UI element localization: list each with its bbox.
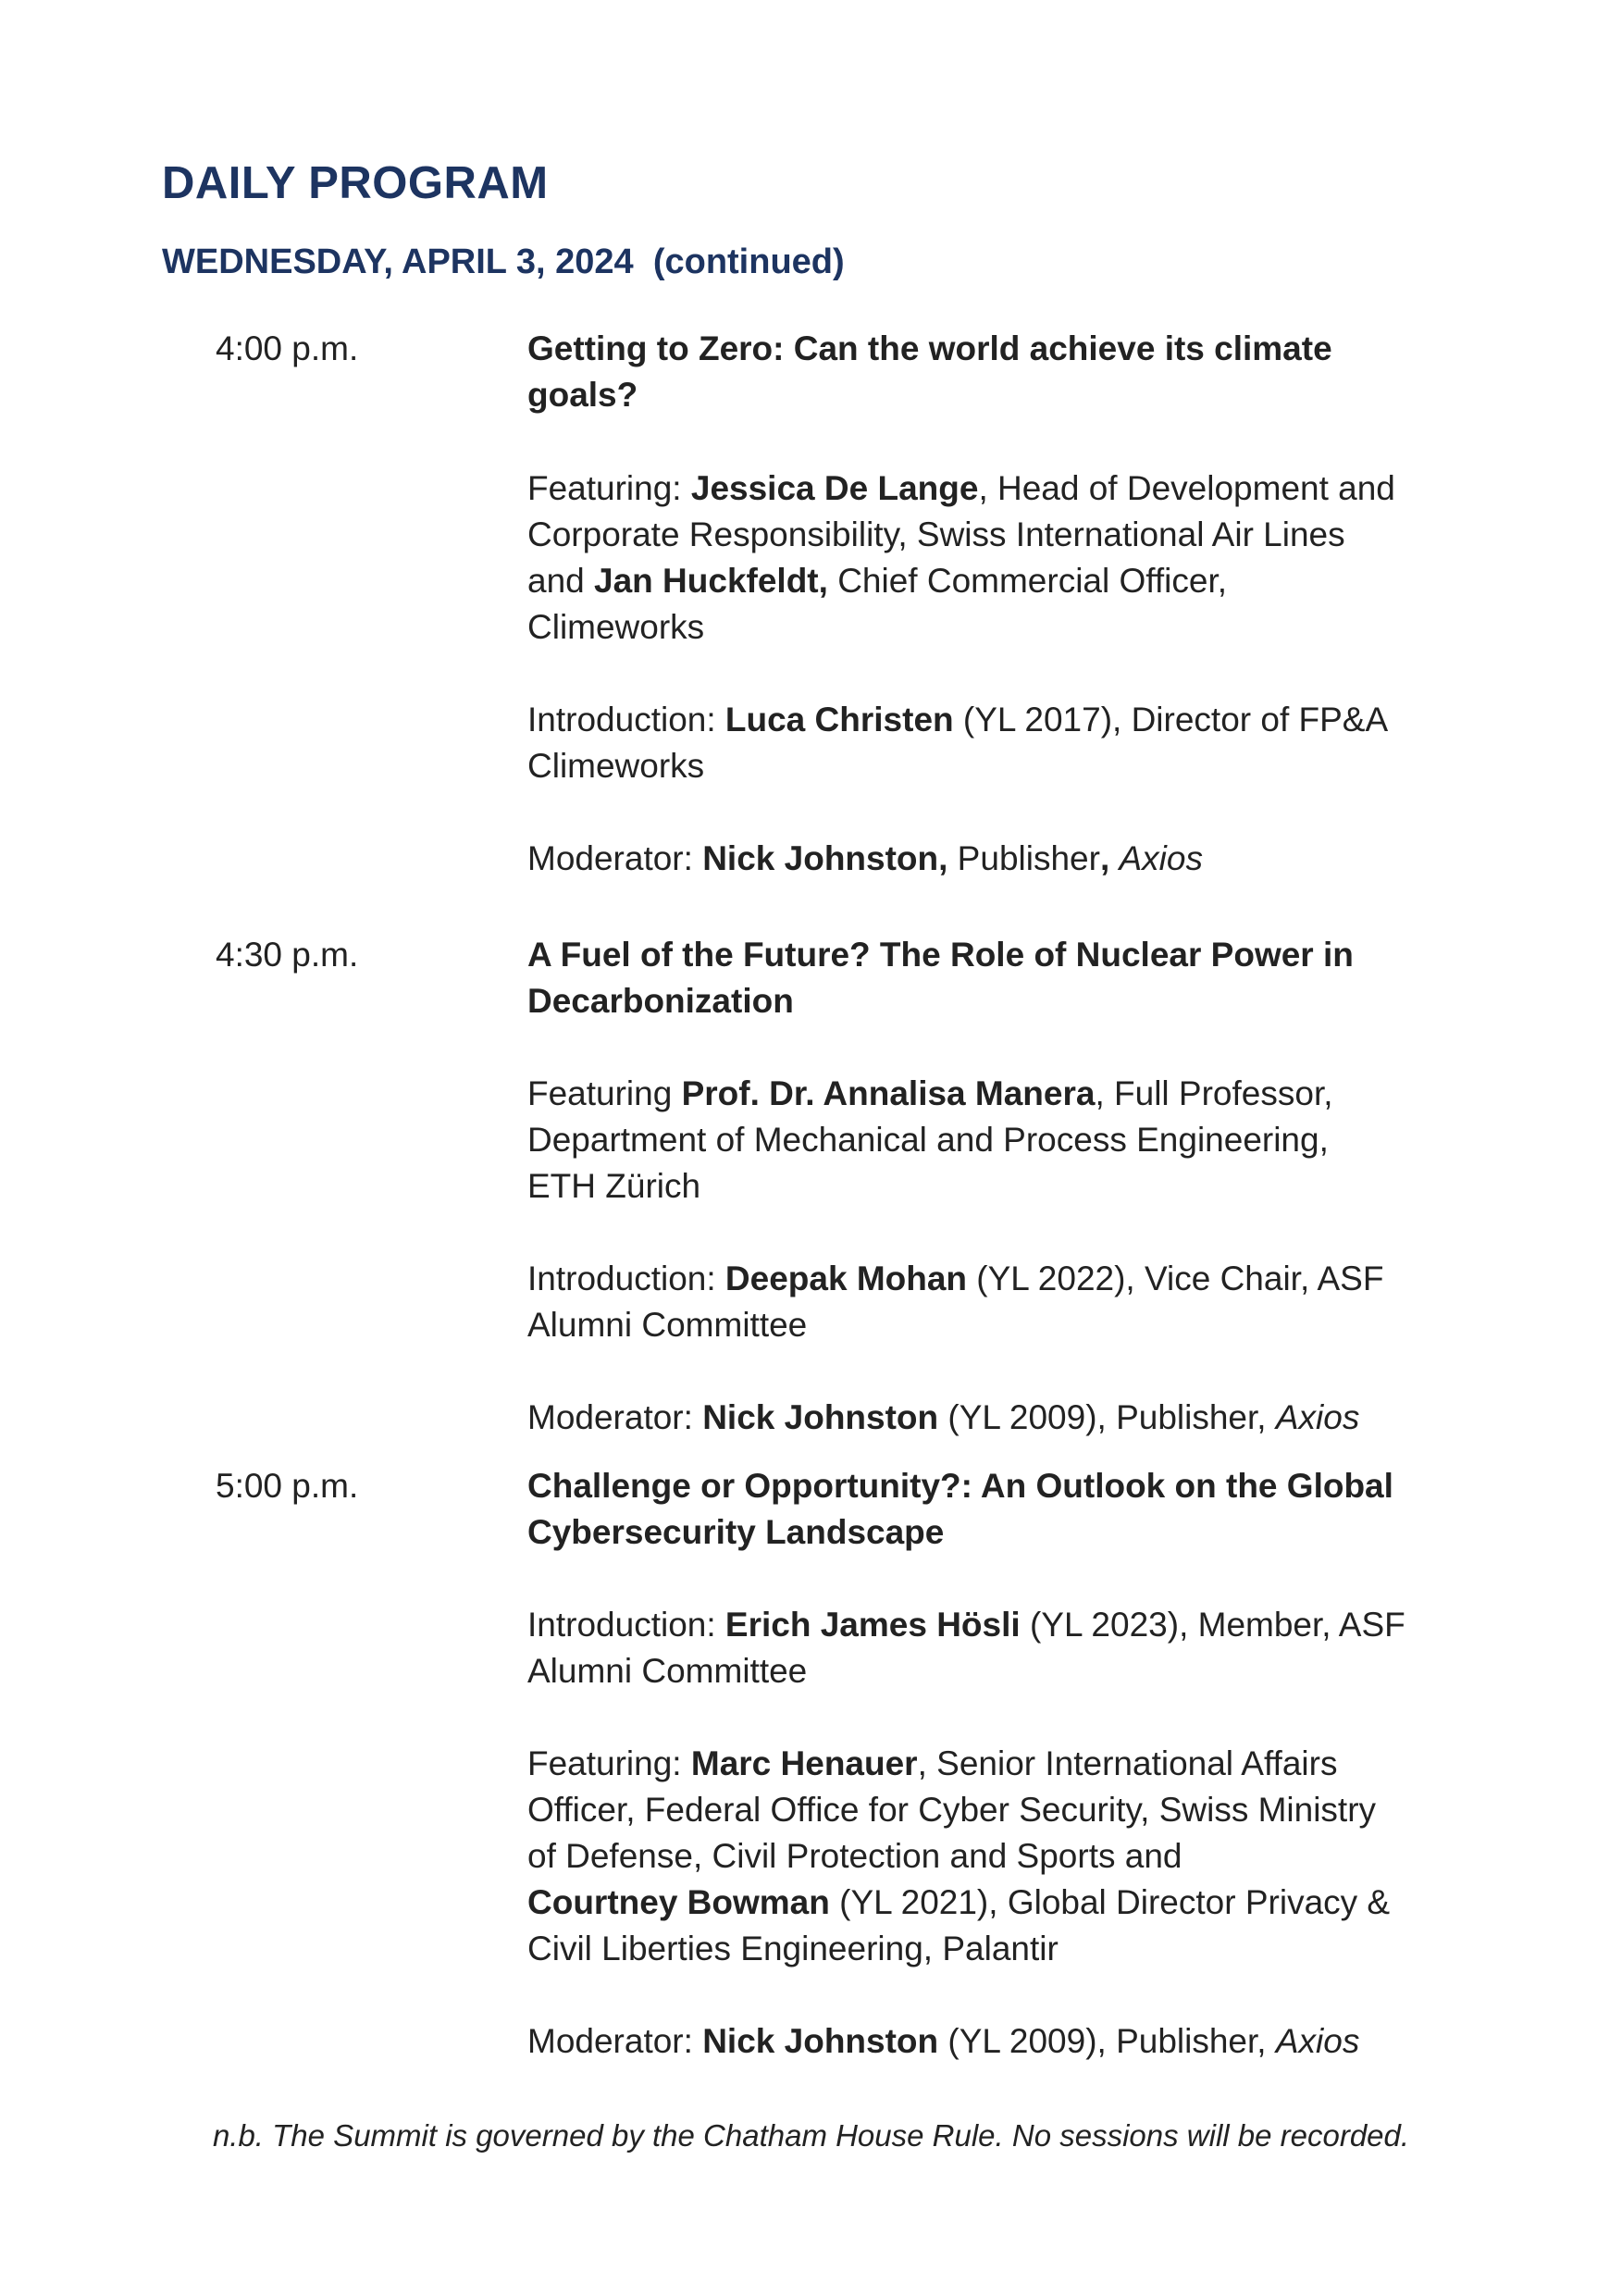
speaker-role: Climeworks xyxy=(527,608,705,646)
footnote: n.b. The Summit is governed by the Chatham House Rule. No sessions will be recorded. xyxy=(212,2118,1410,2153)
speaker-role: (YL 2021), Global Director Privacy & xyxy=(829,1883,1391,1921)
speaker-name: Jan Huckfeldt, xyxy=(594,562,828,600)
moderator-label: Moderator: xyxy=(527,1398,703,1436)
introducer-role: Climeworks xyxy=(527,747,705,785)
speaker-name: Prof. Dr. Annalisa Manera xyxy=(681,1074,1096,1112)
session-title xyxy=(527,932,1453,1024)
introducer-role: Alumni Committee xyxy=(527,1306,808,1344)
moderator-name: Nick Johnston xyxy=(702,1398,939,1436)
moderator-block xyxy=(527,836,1453,882)
featuring-label: Featuring: xyxy=(527,1744,691,1782)
featuring-block xyxy=(527,465,1453,651)
moderator-block xyxy=(527,1395,1453,1441)
speaker-role: Officer, Federal Office for Cyber Security, Swiss Ministry xyxy=(527,1791,1377,1829)
spacer xyxy=(634,242,653,281)
featuring-label: Featuring: xyxy=(527,469,691,507)
session-title xyxy=(527,1463,1453,1556)
speaker-role: , Full Professor, xyxy=(1095,1074,1333,1112)
outlet-name: Axios xyxy=(1275,1398,1360,1436)
introducer-role: (YL 2023), Member, ASF xyxy=(1020,1606,1405,1644)
session-title-line: Challenge or Opportunity?: An Outlook on the Global xyxy=(527,1467,1393,1505)
moderator-name: Nick Johnston xyxy=(702,2022,939,2060)
outlet-name: Axios xyxy=(1275,2022,1360,2060)
session-title-line: A Fuel of the Future? The Role of Nuclear Power in xyxy=(527,936,1354,974)
speaker-name: Marc Henauer xyxy=(690,1744,918,1782)
session-title xyxy=(527,326,1453,418)
speaker-role: , Head of Development and xyxy=(978,469,1395,507)
session-time: 4:30 p.m. xyxy=(216,936,359,974)
moderator-name: Nick Johnston, xyxy=(702,839,948,877)
introduction-block xyxy=(527,1256,1453,1348)
introducer-name: Erich James Hösli xyxy=(724,1606,1021,1644)
introduction-block xyxy=(527,697,1453,789)
speaker-role: Corporate Responsibility, Swiss International Air Lines xyxy=(527,515,1345,553)
introducer-role: Alumni Committee xyxy=(527,1652,808,1690)
featuring-block xyxy=(527,1071,1453,1210)
speaker-role: Chief Commercial Officer, xyxy=(827,562,1228,600)
date-text: WEDNESDAY, APRIL 3, 2024 xyxy=(162,242,634,281)
moderator-label: Moderator: xyxy=(527,2022,703,2060)
featuring-block xyxy=(527,1741,1453,1972)
speaker-name: Jessica De Lange xyxy=(690,469,979,507)
date-heading xyxy=(162,242,845,282)
speaker-role: of Defense, Civil Protection and Sports and xyxy=(527,1837,1182,1875)
speaker-role: Department of Mechanical and Process Engineering, xyxy=(527,1121,1329,1159)
introduction-label: Introduction: xyxy=(527,701,725,738)
moderator-label: Moderator: xyxy=(527,839,703,877)
introducer-name: Deepak Mohan xyxy=(724,1260,968,1297)
punctuation: , xyxy=(1099,839,1110,877)
moderator-block xyxy=(527,2018,1453,2065)
conjunction: and xyxy=(527,562,595,600)
introducer-role: (YL 2022), Vice Chair, ASF xyxy=(967,1260,1384,1297)
session-title-line: goals? xyxy=(527,376,638,414)
speaker-role: , Senior International Affairs xyxy=(917,1744,1338,1782)
continued-label: (continued) xyxy=(652,242,845,281)
introduction-label: Introduction: xyxy=(527,1606,725,1644)
speaker-role: ETH Zürich xyxy=(527,1167,701,1205)
session-time: 5:00 p.m. xyxy=(216,1467,359,1505)
session-title-line: Cybersecurity Landscape xyxy=(527,1513,945,1551)
featuring-label: Featuring xyxy=(527,1074,682,1112)
introducer-role: (YL 2017), Director of FP&A xyxy=(953,701,1389,738)
session-title-line: Getting to Zero: Can the world achieve its climate xyxy=(527,329,1332,367)
speaker-role: Civil Liberties Engineering, Palantir xyxy=(527,1930,1059,1967)
session-title-line: Decarbonization xyxy=(527,982,794,1020)
session-time: 4:00 p.m. xyxy=(216,329,359,367)
moderator-role: (YL 2009), Publisher, xyxy=(938,2022,1276,2060)
introducer-name: Luca Christen xyxy=(724,701,954,738)
outlet-name: Axios xyxy=(1119,839,1203,877)
moderator-role: Publisher xyxy=(947,839,1100,877)
page-title: DAILY PROGRAM xyxy=(162,158,549,208)
introduction-block xyxy=(527,1602,1453,1694)
introduction-label: Introduction: xyxy=(527,1260,725,1297)
moderator-role: (YL 2009), Publisher, xyxy=(938,1398,1276,1436)
speaker-name: Courtney Bowman xyxy=(527,1883,830,1921)
